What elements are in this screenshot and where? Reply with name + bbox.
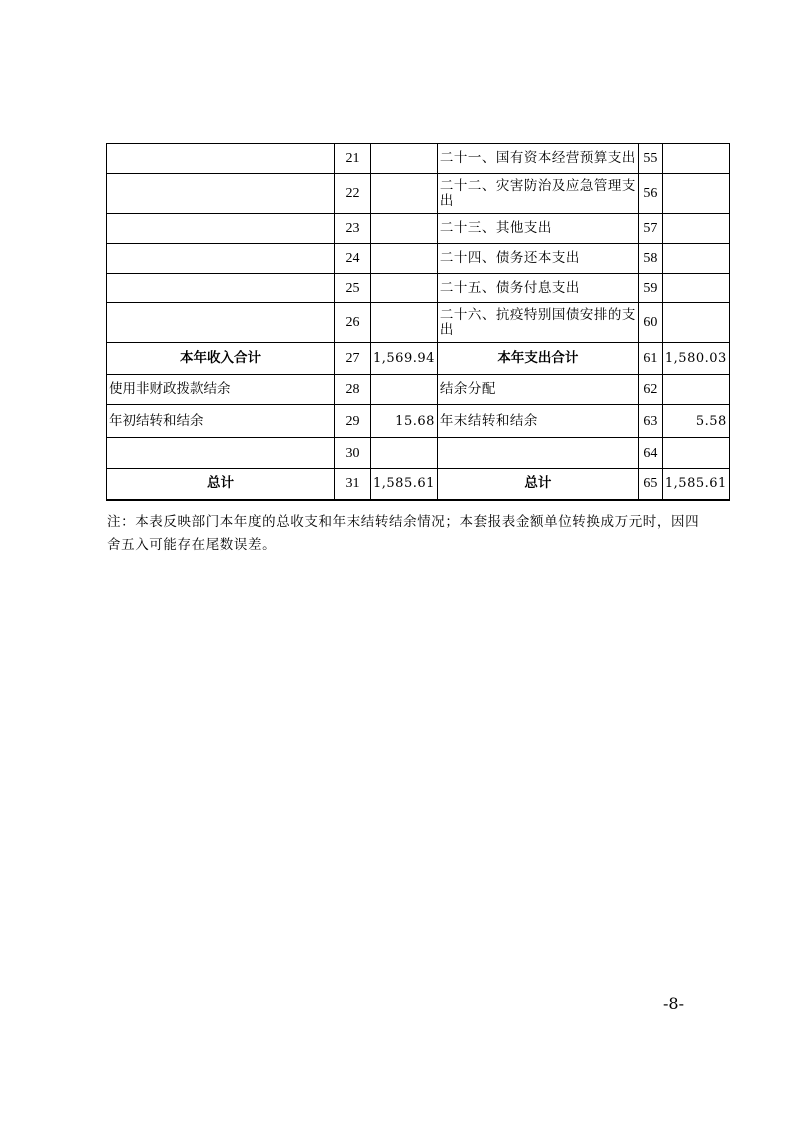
expense-line-number: 63 [638,405,662,438]
income-amount-cell [371,303,438,343]
grand-total-expense-amount: 1,585.61 [662,469,729,500]
income-amount-cell: 15.68 [371,405,438,438]
table-row [107,469,730,500]
income-line-number: 21 [335,144,371,174]
expense-line-number: 56 [638,174,662,214]
expense-item-cell: 二十二、灾害防治及应急管理支出 [437,174,638,214]
income-line-number: 27 [335,343,371,375]
income-amount-cell [371,214,438,244]
income-item-cell [107,438,335,469]
income-amount-cell [371,438,438,469]
income-line-number: 31 [335,469,371,500]
income-line-number: 28 [335,375,371,405]
grand-total-label: 总计 [437,469,638,500]
income-line-number: 25 [335,274,371,303]
expense-amount-cell [662,244,729,274]
expense-line-number: 60 [638,303,662,343]
income-line-number: 24 [335,244,371,274]
grand-total-income-amount: 1,585.61 [371,469,438,500]
income-line-number: 26 [335,303,371,343]
expense-item-cell: 二十三、其他支出 [437,214,638,244]
expense-item-cell: 二十六、抗疫特别国债安排的支出 [437,303,638,343]
expense-item-cell: 二十五、债务付息支出 [437,274,638,303]
table-row [107,244,730,274]
table-row [107,438,730,469]
income-item-cell: 使用非财政拨款结余 [107,375,335,405]
income-line-number: 30 [335,438,371,469]
expense-line-number: 64 [638,438,662,469]
table-row [107,405,730,438]
table-row [107,303,730,343]
expense-item-cell: 二十一、国有资本经营预算支出 [437,144,638,174]
expense-amount-cell [662,303,729,343]
income-line-number: 22 [335,174,371,214]
expense-amount-cell [662,144,729,174]
income-amount-cell [371,274,438,303]
income-total-amount: 1,569.94 [371,343,438,375]
expense-line-number: 58 [638,244,662,274]
income-item-cell [107,244,335,274]
page-number: -8- [663,994,684,1013]
expense-line-number: 62 [638,375,662,405]
expense-item-cell: 结余分配 [437,375,638,405]
table-row [107,174,730,214]
grand-total-label: 总计 [107,469,335,500]
income-item-cell [107,144,335,174]
income-amount-cell [371,244,438,274]
expense-amount-cell: 5.58 [662,405,729,438]
expense-total-amount: 1,580.03 [662,343,729,375]
expense-line-number: 61 [638,343,662,375]
expense-amount-cell [662,174,729,214]
income-item-cell [107,174,335,214]
expense-item-cell: 年末结转和结余 [437,405,638,438]
income-item-cell [107,274,335,303]
expense-item-cell [437,438,638,469]
income-total-label: 本年收入合计 [107,343,335,375]
expense-line-number: 55 [638,144,662,174]
expense-amount-cell [662,274,729,303]
table-row [107,144,730,174]
table-row [107,274,730,303]
expense-line-number: 65 [638,469,662,500]
expense-amount-cell [662,438,729,469]
income-line-number: 29 [335,405,371,438]
table-row [107,375,730,405]
income-item-cell: 年初结转和结余 [107,405,335,438]
expense-amount-cell [662,375,729,405]
table-row [107,214,730,244]
expense-item-cell: 二十四、债务还本支出 [437,244,638,274]
table-row [107,343,730,375]
expense-line-number: 59 [638,274,662,303]
table-footnote: 注：本表反映部门本年度的总收支和年末结转结余情况；本套报表金额单位转换成万元时，因四舍五入可能存在尾数误差。 [107,514,700,553]
expense-line-number: 57 [638,214,662,244]
income-item-cell [107,214,335,244]
expense-amount-cell [662,214,729,244]
expense-total-label: 本年支出合计 [437,343,638,375]
income-amount-cell [371,174,438,214]
income-amount-cell [371,375,438,405]
income-amount-cell [371,144,438,174]
income-line-number: 23 [335,214,371,244]
income-expense-table [106,143,730,501]
income-item-cell [107,303,335,343]
